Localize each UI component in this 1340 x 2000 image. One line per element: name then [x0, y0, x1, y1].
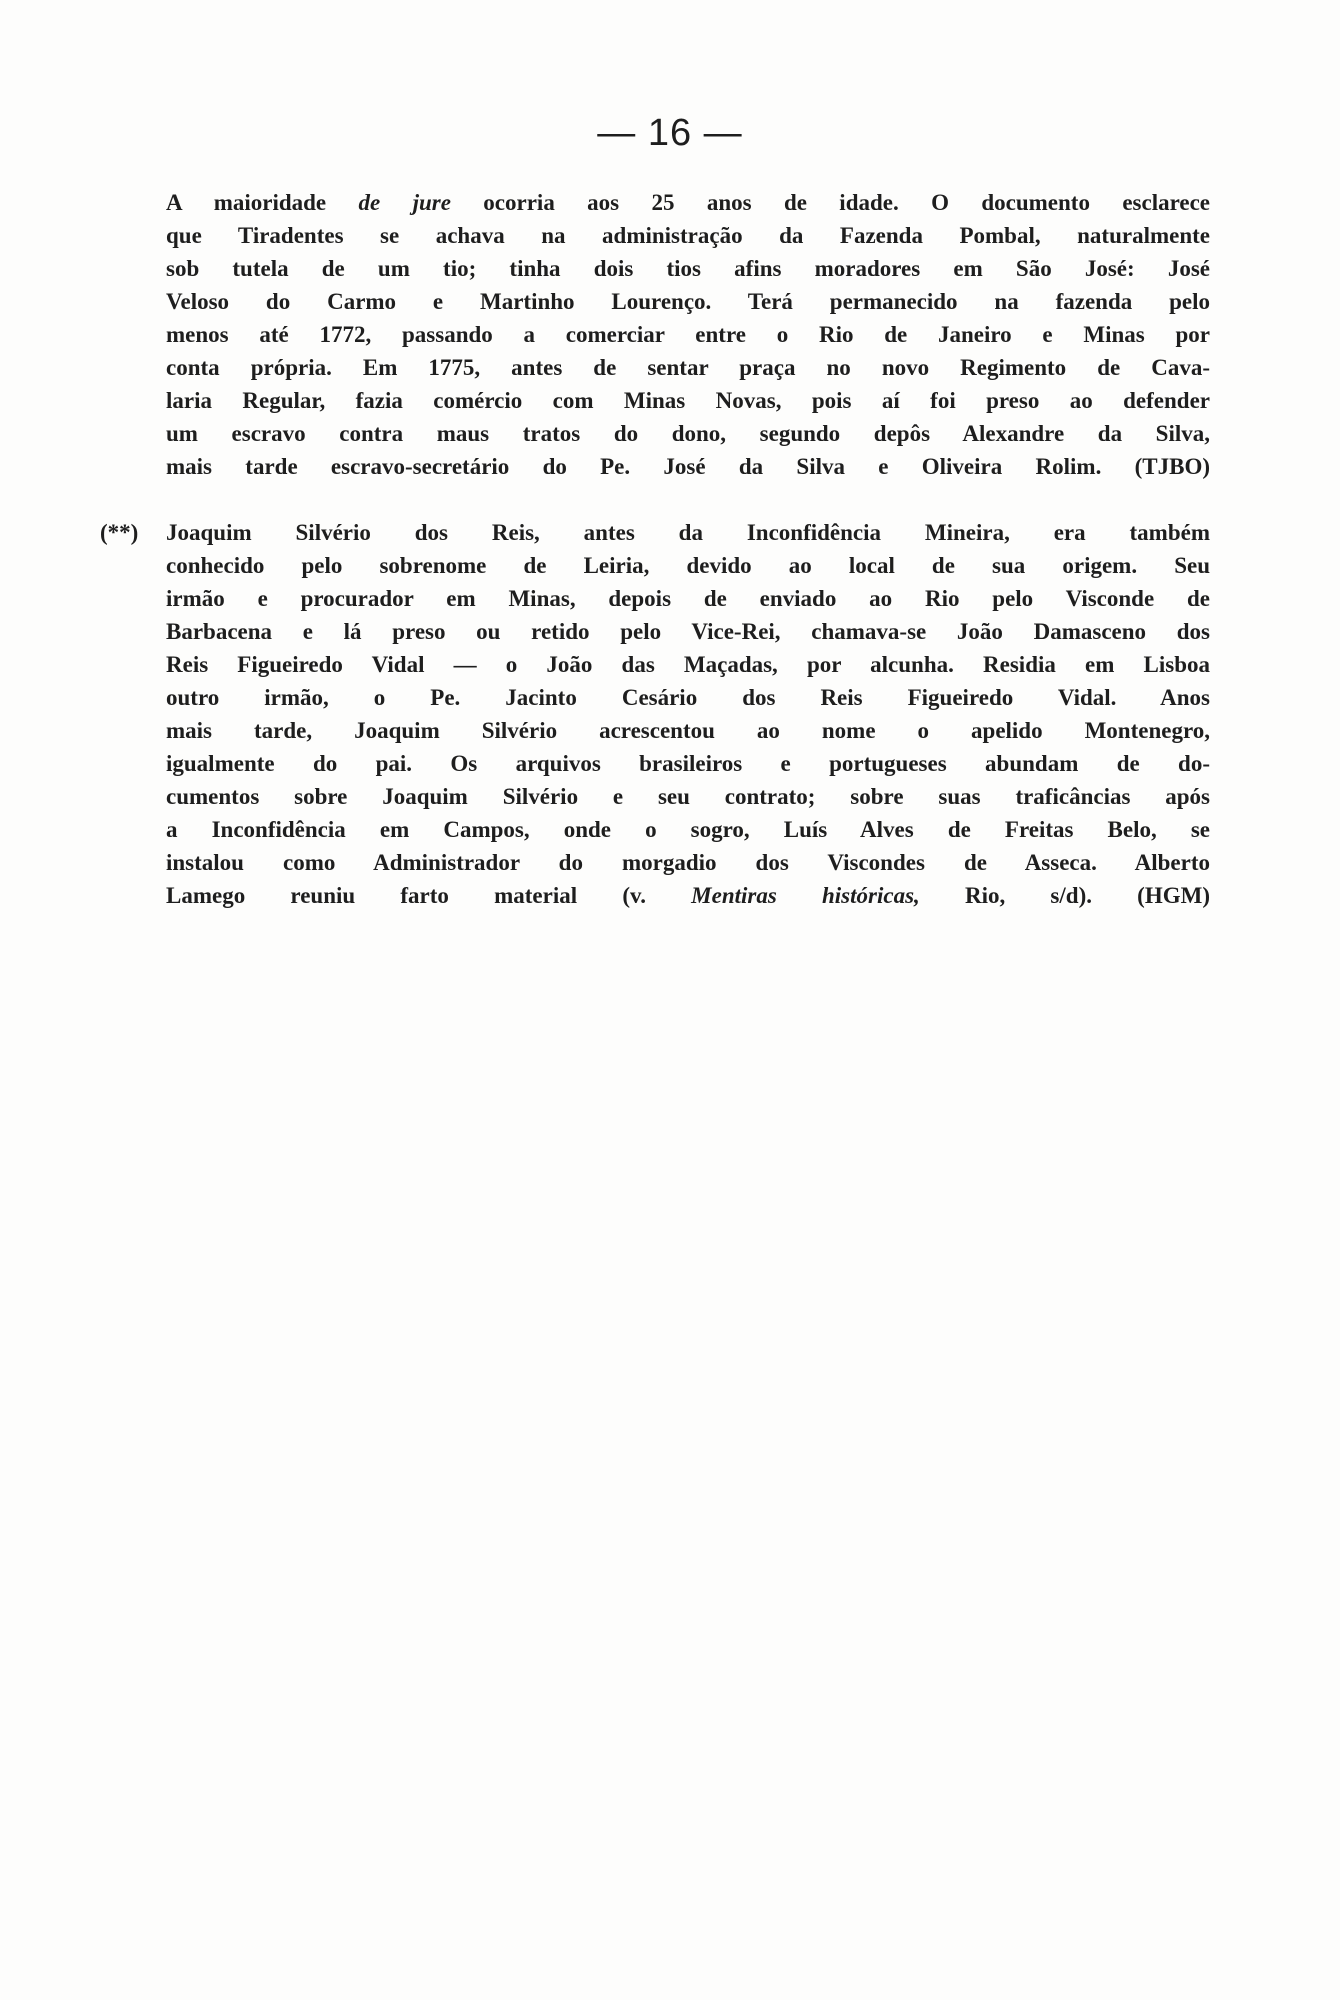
text-line	[166, 351, 1210, 384]
italic-text: Mentiras históricas,	[691, 883, 920, 908]
text-line	[166, 516, 1210, 549]
text-run: mais tarde, Joaquim Silvério acrescentou ao nome o apelido Montenegro,	[166, 718, 1210, 743]
footnote-marker: (**)	[100, 520, 139, 545]
text-line	[166, 615, 1210, 648]
text-run: Lamego reuniu farto material (v.	[166, 883, 692, 908]
text-run: cumentos sobre Joaquim Silvério e seu contrato; sobre suas traficâncias após	[166, 784, 1210, 809]
text-run: laria Regular, fazia comércio com Minas Novas, pois aí foi preso ao defender	[166, 388, 1210, 413]
footnote-paragraph-1	[166, 186, 1210, 483]
text-run: outro irmão, o Pe. Jacinto Cesário dos Reis Figueiredo Vidal. Anos	[166, 685, 1210, 710]
text-line	[166, 846, 1210, 879]
text-line	[166, 285, 1210, 318]
text-run: A maioridade	[166, 190, 359, 215]
text-line	[166, 780, 1210, 813]
text-run: conhecido pelo sobrenome de Leiria, devido ao local de sua origem. Seu	[166, 553, 1210, 578]
text-run: Joaquim Silvério dos Reis, antes da Inconfidência Mineira, era também	[166, 520, 1210, 545]
text-run: ocorria aos 25 anos de idade. O documento esclarece	[450, 190, 1210, 215]
text-run: um escravo contra maus tratos do dono, segundo depôs Alexandre da Silva,	[166, 421, 1210, 446]
text-run: Reis Figueiredo Vidal — o João das Maçadas, por alcunha. Residia em Lisboa	[166, 652, 1210, 677]
text-line	[166, 417, 1210, 450]
text-line	[166, 813, 1210, 846]
page-number: — 16 —	[597, 112, 743, 154]
text-line	[166, 747, 1210, 780]
text-run: sob tutela de um tio; tinha dois tios afins moradores em São José: José	[166, 256, 1210, 281]
text-line	[166, 318, 1210, 351]
text-line	[166, 879, 1210, 912]
text-run: menos até 1772, passando a comerciar entre o Rio de Janeiro e Minas por	[166, 322, 1210, 347]
text-run: Veloso do Carmo e Martinho Lourenço. Terá permanecido na fazenda pelo	[166, 289, 1210, 314]
italic-text: de jure	[358, 190, 451, 215]
text-run: mais tarde escravo-secretário do Pe. José da Silva e Oliveira Rolim. (TJBO)	[166, 454, 1210, 479]
text-line	[166, 582, 1210, 615]
text-line	[166, 384, 1210, 417]
text-line	[166, 219, 1210, 252]
footnote-body	[166, 516, 1210, 912]
text-line	[166, 252, 1210, 285]
text-run: Rio, s/d). (HGM)	[919, 883, 1210, 908]
text-line	[166, 648, 1210, 681]
text-run: instalou como Administrador do morgadio dos Viscondes de Asseca. Alberto	[166, 850, 1210, 875]
footnote-paragraph-2	[100, 516, 1210, 912]
text-run: que Tiradentes se achava na administração da Fazenda Pombal, naturalmente	[166, 223, 1210, 248]
text-run: Barbacena e lá preso ou retido pelo Vice-Rei, chamava-se João Damasceno dos	[166, 619, 1210, 644]
text-run: a Inconfidência em Campos, onde o sogro, Luís Alves de Freitas Belo, se	[166, 817, 1210, 842]
text-run: conta própria. Em 1775, antes de sentar praça no novo Regimento de Cava-	[166, 355, 1210, 380]
text-line	[166, 549, 1210, 582]
text-line	[166, 681, 1210, 714]
text-line	[166, 450, 1210, 483]
text-run: igualmente do pai. Os arquivos brasileiros e portugueses abundam de do-	[166, 751, 1210, 776]
text-line	[166, 714, 1210, 747]
text-run: irmão e procurador em Minas, depois de enviado ao Rio pelo Visconde de	[166, 586, 1210, 611]
text-line	[166, 186, 1210, 219]
